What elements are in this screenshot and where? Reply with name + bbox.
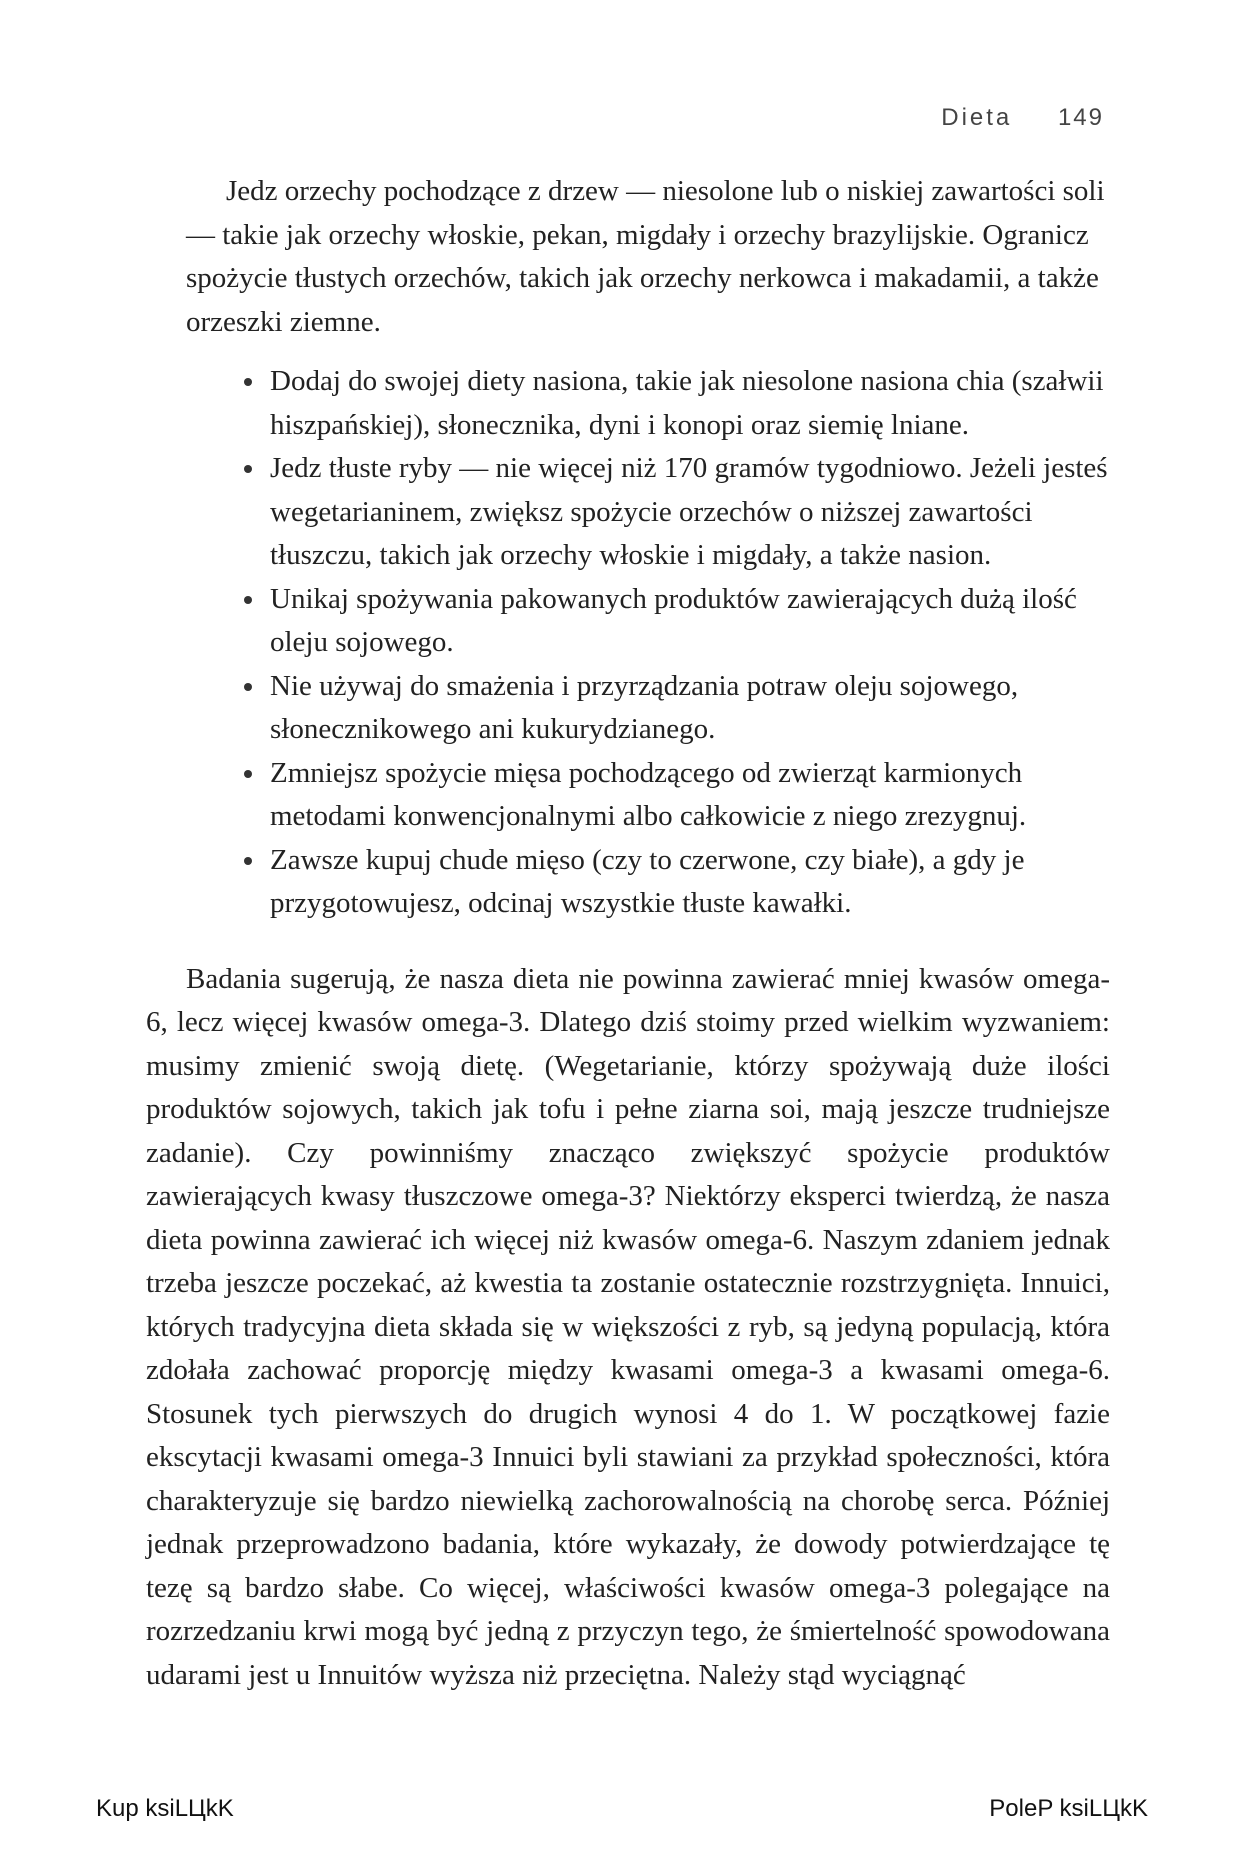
list-item: [270, 447, 1110, 578]
list-item: [270, 360, 1110, 447]
tips-block: [146, 170, 1110, 926]
list-item-text: Dodaj do swojej diety nasiona, takie jak niesolone nasiona chia (szałwii hiszpańskiej), słonecznika, dyni i konopi oraz siemię lniane.: [270, 365, 1104, 441]
list-item-text: Jedz tłuste ryby — nie więcej niż 170 gramów tygodniowo. Jeżeli jesteś wegetarianinem, zwiększ spożycie orzechów o niższej zawartości tłuszczu, takich jak orzechy włoskie i migdały, a także nasion.: [270, 452, 1108, 571]
list-item-text: Zmniejsz spożycie mięsa pochodzącego od zwierząt karmionych metodami konwencjonalnymi albo całkowicie z niego zrezygnuj.: [270, 756, 1027, 832]
chapter-title: Dieta: [941, 104, 1013, 131]
bullet-icon: [244, 770, 252, 778]
list-item-text: Unikaj spożywania pakowanych produktów zawierających dużą ilość oleju sojowego.: [270, 582, 1077, 658]
list-item: [270, 839, 1110, 926]
list-item-text: Zawsze kupuj chude mięso (czy to czerwone, czy białe), a gdy je przygotowujesz, odcinaj wszystkie tłuste kawałki.: [270, 843, 1025, 919]
bullet-icon: [244, 683, 252, 691]
list-item: [270, 752, 1110, 839]
page-number: 149: [1057, 104, 1104, 131]
page-content: [146, 170, 1110, 1697]
bullet-icon: [244, 378, 252, 386]
recommend-book-link[interactable]: PoleP ksiLЦkK: [989, 1795, 1148, 1822]
tips-list: [186, 360, 1110, 926]
buy-book-link[interactable]: Kup ksiLЦkK: [96, 1795, 234, 1822]
running-head: [941, 104, 1104, 132]
bullet-icon: [244, 857, 252, 865]
bullet-icon: [244, 465, 252, 473]
list-item: [270, 578, 1110, 665]
body-paragraph: Badania sugerują, że nasza dieta nie powinna zawierać mniej kwasów omega-6, lecz więcej kwasów omega-3. Dlatego dziś stoimy przed wielkim wyzwaniem: musimy zmienić swoją dietę. (Wegetarianie, którzy spożywają duże ilości produktów sojowych, takich jak tofu i pełne ziarna soi, mają jeszcze trudniejsze zadanie). Czy powinniśmy znacząco zwiększyć spożycie produktów zawierających kwasy tłuszczowe omega-3? Niektórzy eksperci twierdzą, że nasza dieta powinna zawierać ich więcej niż kwasów omega-6. Naszym zdaniem jednak trzeba jeszcze poczekać, aż kwestia ta zostanie ostatecznie rozstrzygnięta. Innuici, których tradycyjna dieta składa się w większości z ryb, są jedyną populacją, która zdołała zachować proporcję między kwasami omega-3 a kwasami omega-6. Stosunek tych pierwszych do drugich wynosi 4 do 1. W początkowej fazie ekscytacji kwasami omega-3 Innuici byli stawiani za przykład społeczności, która charakteryzuje się bardzo niewielką zachorowalnością na chorobę serca. Później jednak przeprowadzono badania, które wykazały, że dowody potwierdzające tę tezę są bardzo słabe. Co więcej, właściwości kwasów omega-3 polegające na rozrzedzaniu krwi mogą być jedną z przyczyn tego, że śmiertelność spowodowana udarami jest u Innuitów wyższa niż przeciętna. Należy stąd wyciągnąć: [146, 962, 1110, 1691]
intro-paragraph: Jedz orzechy pochodzące z drzew — niesolone lub o niskiej zawartości soli — takie jak orzechy włoskie, pekan, migdały i orzechy brazylijskie. Ogranicz spożycie tłustych orzechów, takich jak orzechy nerkowca i makadamii, a także orzeszki ziemne.: [186, 175, 1105, 338]
list-item: [270, 665, 1110, 752]
bullet-icon: [244, 596, 252, 604]
list-item-text: Nie używaj do smażenia i przyrządzania potraw oleju sojowego, słonecznikowego ani kukurydzianego.: [270, 669, 1019, 745]
